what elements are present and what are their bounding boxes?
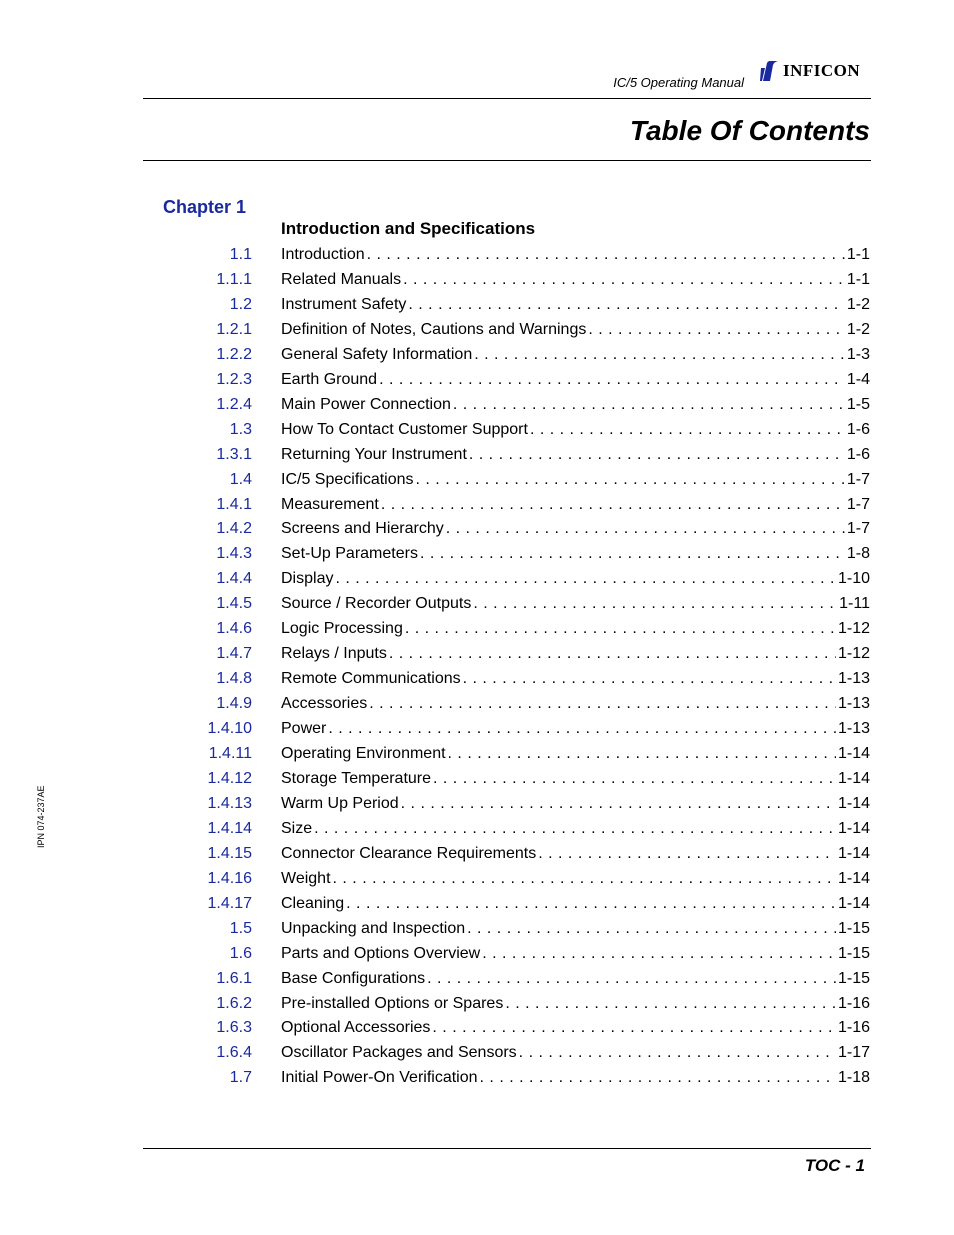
toc-entry-title[interactable]: Size [281,819,313,837]
dot-leader [346,891,836,916]
toc-entry-title[interactable]: Instrument Safety [281,295,407,313]
footer-page-number: TOC - 1 [804,1156,865,1175]
toc-entry[interactable] [0,267,954,292]
dot-leader [482,941,836,966]
toc-entry[interactable] [0,966,954,991]
toc-entry-number[interactable]: 1.6 [229,944,252,962]
toc-entry[interactable] [0,591,954,616]
toc-entry-page[interactable]: 1-13 [837,670,870,688]
toc-entry-line[interactable] [281,342,870,367]
toc-entry-page[interactable]: 1-7 [846,495,870,513]
toc-entry-page[interactable]: 1-14 [837,819,870,837]
toc-entry[interactable] [0,317,954,342]
toc-entry-line[interactable] [281,616,870,641]
inficon-logo-icon [760,60,780,82]
toc-entry-number[interactable]: 1.6.3 [216,1019,252,1037]
toc-entry[interactable] [0,566,954,591]
toc-entry-page[interactable]: 1-5 [846,395,870,413]
toc-entry-title[interactable]: IC/5 Specifications [281,470,414,488]
toc-entry-title[interactable]: Introduction [281,246,365,263]
toc-entry-title[interactable]: Source / Recorder Outputs [281,595,472,613]
dot-leader [538,841,836,866]
toc-entry-page[interactable]: 1-18 [837,1069,870,1087]
toc-entry-page[interactable]: 1-15 [837,944,870,962]
toc-entry-number[interactable]: 1.4.16 [207,869,252,887]
toc-entry[interactable] [0,442,954,467]
toc-entry-line[interactable] [281,242,870,267]
toc-entry-page[interactable]: 1-16 [837,994,870,1012]
toc-entry-line[interactable] [281,467,870,492]
dot-leader [389,641,836,666]
toc-entry-title[interactable]: Remote Communications [281,670,461,688]
toc-entry-number[interactable]: 1.4.12 [207,769,252,787]
toc-entry-number[interactable]: 1.4.8 [216,670,252,688]
toc-entry[interactable] [0,741,954,766]
toc-entry-page[interactable]: 1-8 [846,545,870,563]
toc-entry-title[interactable]: Cleaning [281,894,345,912]
toc-entry[interactable] [0,492,954,517]
dot-leader [433,766,836,791]
toc-entry-line[interactable] [281,866,870,891]
toc-entry-line[interactable] [281,791,870,816]
toc-entry-line[interactable] [281,716,870,741]
toc-entry-page[interactable]: 1-17 [837,1044,870,1062]
dot-leader [314,816,836,841]
toc-entry-title[interactable]: General Safety Information [281,345,473,363]
toc-entry-line[interactable] [281,941,870,966]
toc-entry-line[interactable] [281,566,870,591]
toc-entry-number[interactable]: 1.1.1 [216,270,252,288]
toc-entry-page[interactable]: 1-1 [846,270,870,288]
dot-leader [446,516,845,541]
toc-entry-line[interactable] [281,1015,870,1040]
toc-entry-title[interactable]: Initial Power-On Verification [281,1069,478,1087]
toc-entry-number[interactable]: 1.3.1 [216,445,252,463]
document-part-number: IPN 074-237AE [36,785,46,848]
header-rule [143,98,871,99]
toc-entry[interactable] [0,616,954,641]
toc-entry-line[interactable] [281,891,870,916]
toc-entry-number[interactable]: 1.4.1 [216,495,252,513]
dot-leader [467,916,836,941]
dot-leader [505,991,836,1016]
toc-entry-number[interactable]: 1.4.14 [207,819,252,837]
dot-leader [381,492,845,517]
toc-entry-page[interactable]: 1-4 [846,370,870,388]
dot-leader [416,467,845,492]
toc-entry-number[interactable]: 1.1 [229,246,252,263]
dot-leader [469,442,845,467]
toc-entry[interactable] [0,666,954,691]
dot-leader [333,866,836,891]
toc-entry-line[interactable] [281,641,870,666]
dot-leader [403,267,845,292]
toc-entry-title[interactable]: Set-Up Parameters [281,545,418,563]
toc-entry-number[interactable]: 1.6.4 [216,1044,252,1062]
toc-entry-line[interactable] [281,292,870,317]
toc-entry-page[interactable]: 1-15 [837,969,870,987]
toc-entry-number[interactable]: 1.2 [229,295,252,313]
toc-entry[interactable] [0,367,954,392]
toc-entry[interactable] [0,891,954,916]
toc-entry-number[interactable]: 1.4.9 [216,695,252,713]
dot-leader [369,691,836,716]
toc-entry[interactable] [0,467,954,492]
dot-leader [530,417,845,442]
toc-entry-title[interactable]: Main Power Connection [281,395,451,413]
toc-entry-page[interactable]: 1-1 [846,246,870,263]
toc-entry-number[interactable]: 1.6.1 [216,969,252,987]
toc-entry-line[interactable] [281,392,870,417]
toc-entry-title[interactable]: Earth Ground [281,370,378,388]
toc-entry-line[interactable] [281,1040,870,1065]
toc-entry-page[interactable]: 1-7 [846,520,870,538]
toc-entry-number[interactable]: 1.2.2 [216,345,252,363]
manual-name: IC/5 Operating Manual [613,75,744,90]
toc-entry-title[interactable]: Unpacking and Inspection [281,919,466,937]
toc-entry-page[interactable]: 1-13 [837,695,870,713]
toc-entry[interactable] [0,1015,954,1040]
toc-entry-line[interactable] [281,816,870,841]
toc-entry-line[interactable] [281,916,870,941]
dot-leader [401,791,836,816]
title-rule [143,160,871,161]
dot-leader [463,666,836,691]
toc-entry-page[interactable]: 1-2 [846,295,870,313]
toc-entry-line[interactable] [281,442,870,467]
toc-entry-title[interactable]: Returning Your Instrument [281,445,467,463]
dot-leader [427,966,836,991]
inficon-logo [760,60,860,82]
toc-entry-number[interactable]: 1.4.4 [216,570,252,588]
toc-entry[interactable] [0,1040,954,1065]
toc-entry-page[interactable]: 1-14 [837,745,870,762]
toc-entry-page[interactable]: 1-14 [837,894,870,912]
toc-entry-title[interactable]: Measurement [281,495,379,513]
dot-leader [474,342,845,367]
toc-entry-number[interactable]: 1.4.13 [207,794,252,812]
toc-entry-title[interactable]: Power [281,720,327,738]
toc-entry-number[interactable]: 1.4.6 [216,620,252,638]
toc-entry-title[interactable]: Parts and Options Overview [281,944,481,962]
toc-entry-line[interactable] [281,1065,870,1090]
toc-entry[interactable] [0,541,954,566]
toc-entry-title[interactable]: Storage Temperature [281,769,432,787]
toc-entry-line[interactable] [281,666,870,691]
toc-entry-line[interactable] [281,766,870,791]
toc-entry-line[interactable] [281,841,870,866]
toc-entry[interactable] [0,766,954,791]
toc-entry-page[interactable]: 1-14 [837,844,870,862]
dot-leader [448,741,836,766]
dot-leader [367,242,845,267]
toc-entry-line[interactable] [281,541,870,566]
toc-entry-number[interactable]: 1.4.15 [207,844,252,862]
toc-entry[interactable] [0,841,954,866]
toc-entry-page[interactable]: 1-15 [837,919,870,937]
toc-entry-line[interactable] [281,691,870,716]
toc-entry-number[interactable]: 1.6.2 [216,994,252,1012]
dot-leader [480,1065,836,1090]
toc-entry-title[interactable]: Display [281,570,334,588]
toc-entry-page[interactable]: 1-14 [837,794,870,812]
toc-entry-page[interactable]: 1-10 [837,570,870,588]
toc-entry-line[interactable] [281,267,870,292]
toc-entry-title[interactable]: Optional Accessories [281,1019,431,1037]
toc-entry[interactable] [0,716,954,741]
footer-rule [143,1148,871,1149]
toc-entry-page[interactable]: 1-11 [839,595,870,613]
toc-entry-number[interactable]: 1.4.17 [207,894,252,912]
chapter-title[interactable]: Introduction and Specifications [281,219,536,238]
toc-entry-number[interactable]: 1.4.3 [216,545,252,563]
toc-entry[interactable] [0,516,954,541]
toc-entry-title[interactable]: How To Contact Customer Support [281,420,528,438]
dot-leader [432,1015,836,1040]
toc-entry-line[interactable] [281,591,870,616]
toc-entry-number[interactable]: 1.2.1 [216,320,252,338]
logo-text: INFICON [783,61,861,80]
toc-entry-page[interactable]: 1-13 [837,720,870,738]
dot-leader [420,541,845,566]
toc-entry-line[interactable] [281,516,870,541]
chapter-label[interactable]: Chapter 1 [163,197,247,217]
toc-entry[interactable] [0,916,954,941]
toc-entry-page[interactable]: 1-2 [846,320,870,338]
toc-entry-title[interactable]: Base Configurations [281,969,426,987]
toc-entry-title[interactable]: Accessories [281,695,368,713]
toc-entry-page[interactable]: 1-14 [837,769,870,787]
toc-entry-page[interactable]: 1-12 [837,620,870,638]
toc-entry-line[interactable] [281,317,870,342]
toc-entry-line[interactable] [281,741,870,766]
dot-leader [473,591,837,616]
toc-entry[interactable] [0,991,954,1016]
toc-entry-line[interactable] [281,966,870,991]
toc-entry-line[interactable] [281,367,870,392]
toc-entry[interactable] [0,292,954,317]
toc-entry[interactable] [0,641,954,666]
toc-entry[interactable] [0,342,954,367]
toc-entry[interactable] [0,816,954,841]
toc-entry[interactable] [0,417,954,442]
dot-leader [328,716,836,741]
toc-entry-page[interactable]: 1-16 [837,1019,870,1037]
toc-entry[interactable] [0,1065,954,1090]
dot-leader [379,367,845,392]
toc-entry-number[interactable]: 1.4.11 [208,745,252,762]
toc-entry-title[interactable]: Pre-installed Options or Spares [281,994,504,1012]
toc-entry-number[interactable]: 1.4.10 [207,720,252,738]
toc-entry-line[interactable] [281,417,870,442]
toc-entry-number[interactable]: 1.7 [229,1069,252,1087]
dot-leader [335,566,836,591]
toc-entry-title[interactable]: Operating Environment [281,745,446,762]
toc-entry-number[interactable]: 1.4 [229,470,252,488]
toc-entry-page[interactable]: 1-14 [837,869,870,887]
toc-entry-number[interactable]: 1.5 [229,919,252,937]
toc-entry-line[interactable] [281,991,870,1016]
toc-entry-number[interactable]: 1.4.2 [216,520,252,538]
toc-entry[interactable] [0,242,954,267]
toc-entry-title[interactable]: Screens and Hierarchy [281,520,444,538]
toc-entry-title[interactable]: Connector Clearance Requirements [281,844,537,862]
toc-entry-number[interactable]: 1.2.4 [216,395,252,413]
page-title: Table Of Contents [629,115,870,146]
toc-entry-page[interactable]: 1-6 [846,420,870,438]
toc-entry-title[interactable]: Definition of Notes, Cautions and Warnings [281,320,587,338]
dot-leader [519,1040,836,1065]
toc-entry-page[interactable]: 1-12 [837,645,870,663]
toc-entry-title[interactable]: Related Manuals [281,270,402,288]
toc-entry[interactable] [0,392,954,417]
toc-entry-title[interactable]: Relays / Inputs [281,645,387,663]
toc-entry-number[interactable]: 1.2.3 [216,370,252,388]
toc-entry-title[interactable]: Oscillator Packages and Sensors [281,1044,517,1062]
dot-leader [408,292,844,317]
toc-entry-page[interactable]: 1-3 [846,345,870,363]
toc-entry[interactable] [0,866,954,891]
toc-entry-page[interactable]: 1-7 [846,470,870,488]
toc-entry-title[interactable]: Weight [281,869,331,887]
toc-entry[interactable] [0,691,954,716]
toc-entry-page[interactable]: 1-6 [846,445,870,463]
dot-leader [405,616,836,641]
toc-entry-number[interactable]: 1.4.5 [216,595,252,613]
toc-entry[interactable] [0,791,954,816]
toc-entry[interactable] [0,941,954,966]
dot-leader [588,317,845,342]
toc-entry-number[interactable]: 1.4.7 [216,645,252,663]
toc-entry-line[interactable] [281,492,870,517]
dot-leader [453,392,845,417]
toc-entry-title[interactable]: Logic Processing [281,620,403,638]
toc-entry-title[interactable]: Warm Up Period [281,794,399,812]
toc-entry-number[interactable]: 1.3 [229,420,252,438]
